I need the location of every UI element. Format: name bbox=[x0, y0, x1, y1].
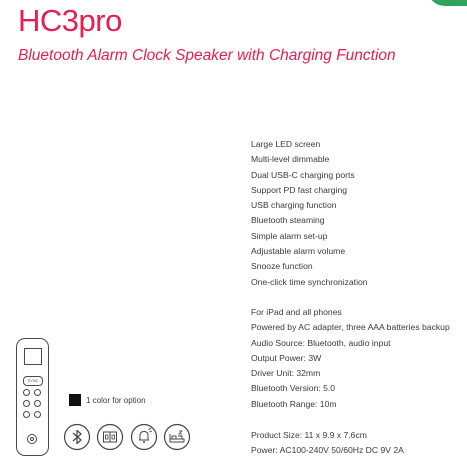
dual-usb-icon bbox=[96, 423, 124, 451]
snooze-bed-icon bbox=[163, 423, 191, 451]
feature-item: Snooze function bbox=[251, 261, 313, 272]
spec-item: Bluetooth Range: 10m bbox=[251, 398, 337, 409]
power-spec: Power: AC100-240V 50/60Hz DC 9V 2A bbox=[251, 445, 404, 456]
device-sync-button: SYNC bbox=[23, 376, 43, 386]
device-screen bbox=[24, 348, 42, 365]
feature-item: Adjustable alarm volume bbox=[251, 246, 346, 257]
feature-item: Simple alarm set-up bbox=[251, 230, 328, 241]
device-speaker bbox=[27, 434, 37, 444]
feature-item: Support PD fast charging bbox=[251, 184, 348, 195]
product-subtitle: Bluetooth Alarm Clock Speaker with Charging Function bbox=[18, 47, 396, 64]
spec-item: Bluetooth Version: 5.0 bbox=[251, 383, 336, 394]
spec-item: Output Power: 3W bbox=[251, 352, 322, 363]
device-button bbox=[23, 389, 30, 396]
spec-item: Driver Unit: 32mm bbox=[251, 368, 321, 379]
color-option-label: 1 color for option bbox=[86, 396, 146, 405]
spec-item: Powered by AC adapter, three AAA batteries backup bbox=[251, 322, 450, 333]
spec-list bbox=[251, 305, 450, 412]
feature-item: Multi-level dimmable bbox=[251, 154, 330, 165]
alarm-bell-icon bbox=[130, 423, 158, 451]
feature-item: One-click time synchronization bbox=[251, 276, 368, 287]
spec-item: For iPad and all phones bbox=[251, 307, 342, 317]
feature-list bbox=[251, 137, 368, 290]
color-swatch bbox=[69, 394, 81, 406]
size-power-list bbox=[251, 428, 404, 459]
device-button bbox=[34, 389, 41, 396]
feature-item: Large LED screen bbox=[251, 139, 321, 149]
device-illustration bbox=[16, 338, 49, 456]
device-button bbox=[34, 411, 41, 418]
product-size: Product Size: 11 x 9.9 x 7.6cm bbox=[251, 430, 367, 440]
feature-item: Dual USB-C charging ports bbox=[251, 169, 355, 180]
corner-tab-decoration bbox=[427, 0, 467, 6]
feature-item: Bluetooth steaming bbox=[251, 215, 325, 226]
feature-item: USB charging function bbox=[251, 200, 337, 211]
model-title: HC3pro bbox=[18, 3, 122, 38]
device-button bbox=[34, 400, 41, 407]
device-button bbox=[23, 411, 30, 418]
device-button bbox=[23, 400, 30, 407]
bluetooth-icon bbox=[63, 423, 91, 451]
spec-item: Audio Source: Bluetooth, audio input bbox=[251, 337, 391, 348]
